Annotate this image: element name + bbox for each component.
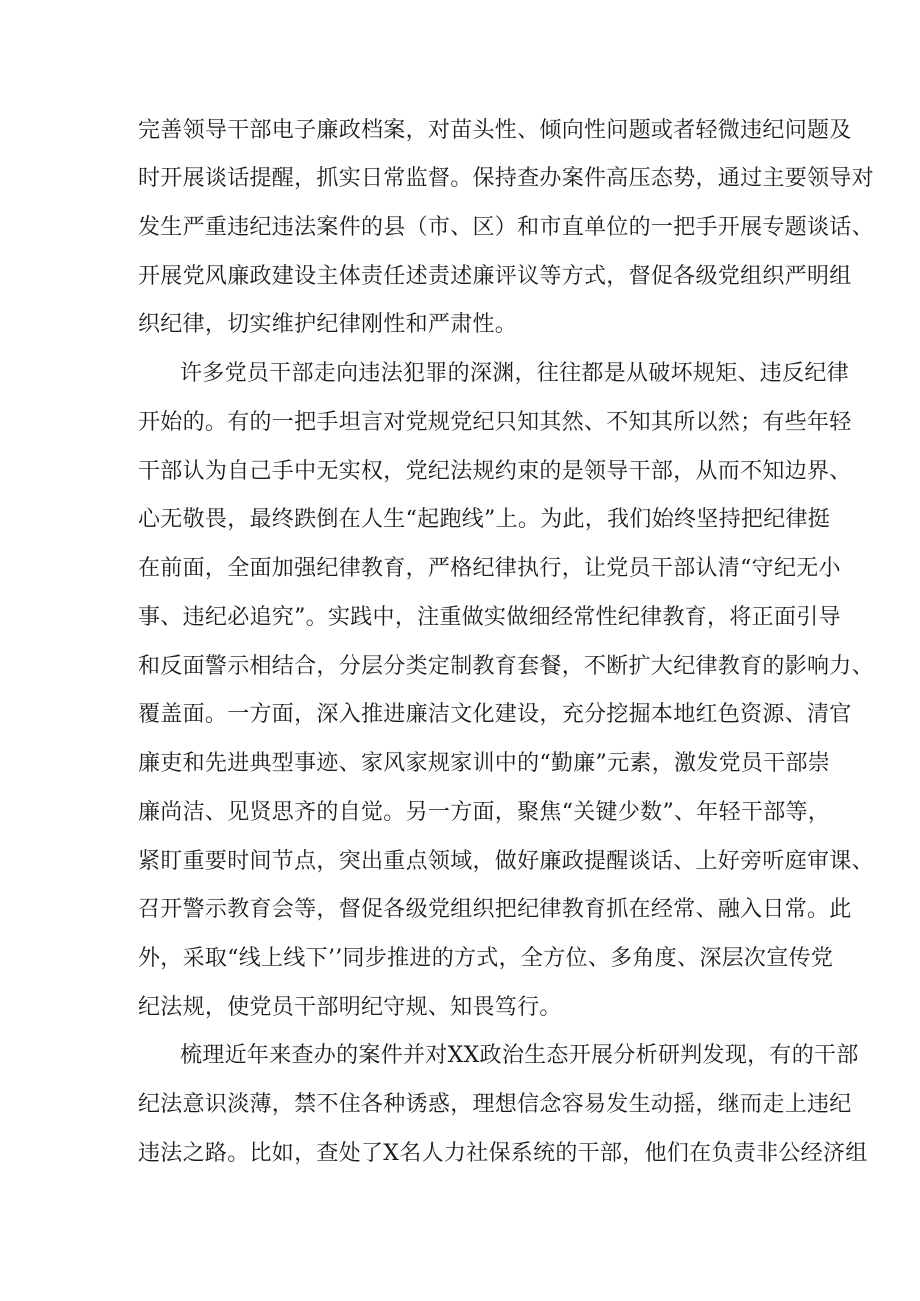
paragraph-line: 召开警示教育会等，督促各级党组织把纪律教育抓在经常、融入日常。此: [138, 897, 852, 922]
paragraph-line: 开始的。有的一把手坦言对党规党纪只知其然、不知其所以然；有些年轻: [138, 410, 852, 435]
paragraph-line: 干部认为自己手中无实权，党纪法规约束的是领导干部，从而不知边界、: [138, 459, 852, 484]
paragraph-line: 违法之路。比如，查处了X名人力社保系统的干部，他们在负责非公经济组: [138, 1141, 868, 1166]
paragraph-line: 发生严重违纪违法案件的县（市、区）和市直单位的一把手开展专题谈话、: [138, 215, 874, 240]
paragraph-line: 织纪律，切实维护纪律刚性和严肃性。: [138, 312, 518, 337]
paragraph-line: 纪法规，使党员干部明纪守规、知畏笃行。: [138, 995, 562, 1020]
paragraph-line: 许多党员干部走向违法犯罪的深渊，往往都是从破坏规矩、违反纪律: [180, 361, 850, 386]
paragraph-line: 时开展谈话提醒，抓实日常监督。保持查办案件高压态势，通过主要领导对: [138, 166, 874, 191]
paragraph-line: 覆盖面。一方面，深入推进廉洁文化建设，充分挖掘本地红色资源、清官: [138, 702, 852, 727]
paragraph-line: 开展党风廉政建设主体责任述责述廉评议等方式，督促各级党组织严明组: [138, 264, 852, 289]
paragraph-line: 完善领导干部电子廉政档案，对苗头性、倾向性问题或者轻微违纪问题及: [138, 118, 852, 143]
paragraph-line: 梳理近年来查办的案件并对XX政治生态开展分析研判发现，有的干部: [180, 1043, 859, 1068]
paragraph-line: 事、违纪必追究”。实践中，注重做实做细经常性纪律教育，将正面引导: [138, 605, 841, 630]
paragraph-line: 廉吏和先进典型事迹、家风家规家训中的“勤廉”元素，激发党员干部崇: [138, 751, 831, 776]
paragraph-line: 纪法意识淡薄，禁不住各种诱惑，理想信念容易发生动摇，继而走上违纪: [138, 1092, 852, 1117]
paragraph-line: 紧盯重要时间节点，突出重点领域，做好廉政提醒谈话、上好旁听庭审课、: [138, 849, 874, 874]
paragraph-line: 廉尚洁、见贤思齐的自觉。另一方面，聚焦“关键少数”、年轻干部等，: [138, 800, 831, 825]
paragraph-line: 在前面，全面加强纪律教育，严格纪律执行，让党员干部认清“守纪无小: [138, 556, 841, 581]
paragraph-line: 外，采取“线上线下’’同步推进的方式，全方位、多角度、深层次宣传党: [138, 946, 834, 971]
paragraph-line: 心无敬畏，最终跌倒在人生“起跑线”上。为此，我们始终坚持把纪律挺: [138, 507, 831, 532]
paragraph-line: 和反面警示相结合，分层分类定制教育套餐，不断扩大纪律教育的影响力、: [138, 654, 874, 679]
